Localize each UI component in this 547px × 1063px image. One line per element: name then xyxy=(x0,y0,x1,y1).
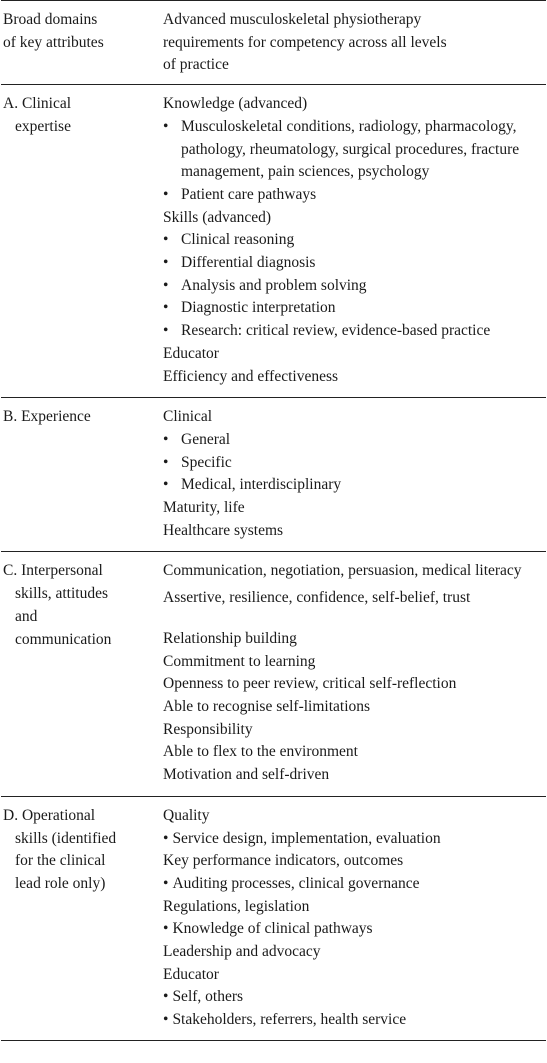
section-c-content xyxy=(163,560,546,786)
leadership-text: Leadership and advocacy xyxy=(163,943,321,961)
clinical-heading: Clinical xyxy=(163,408,213,426)
section-a-content xyxy=(163,93,546,388)
skills-heading: Skills (advanced) xyxy=(163,208,272,226)
header-col2-line: of practice xyxy=(163,56,229,74)
list-item xyxy=(163,452,544,475)
bullet-icon: • xyxy=(163,231,169,249)
section-title-line: C. Interpersonal xyxy=(3,562,103,580)
spacer xyxy=(163,610,544,628)
section-b-title xyxy=(1,406,163,542)
section-a-row xyxy=(1,85,546,397)
bullet-icon: • xyxy=(163,276,169,294)
bullet-icon: • xyxy=(163,874,169,892)
section-d-title xyxy=(1,805,163,1032)
bullet-icon: • xyxy=(163,185,169,203)
section-a-title xyxy=(1,93,163,388)
section-title-line: communication xyxy=(15,630,112,648)
header-col1 xyxy=(1,9,163,77)
competency-table xyxy=(1,0,546,1041)
list-item-text: Differential diagnosis xyxy=(181,254,316,272)
section-c-title xyxy=(1,560,163,786)
communication-text: Communication, negotiation, persuasion, medical literacy xyxy=(163,562,522,580)
list-item xyxy=(163,986,544,1009)
bullet-icon: • xyxy=(163,254,169,272)
header-col2-line: Advanced musculoskeletal physiotherapy xyxy=(163,11,422,28)
list-item xyxy=(163,1009,544,1032)
list-item: Responsibility xyxy=(163,720,253,738)
bullet-icon: • xyxy=(163,117,169,135)
header-col2-line: requirements for competency across all levels xyxy=(163,33,447,51)
list-item xyxy=(163,275,544,298)
section-title-line: A. Clinical xyxy=(3,95,72,113)
header-col1-line: of key attributes xyxy=(3,33,104,51)
quality-heading: Quality xyxy=(163,806,210,824)
list-item-text: Self, others xyxy=(172,988,244,1006)
bullet-icon: • xyxy=(163,322,169,340)
list-item xyxy=(163,429,544,452)
list-item-text: Stakeholders, referrers, health service xyxy=(172,1011,407,1029)
section-b-content xyxy=(163,406,546,542)
header-col2 xyxy=(163,9,546,77)
section-title-line: D. Operational xyxy=(3,806,96,824)
header-col1-line: Broad domains xyxy=(3,11,98,28)
list-item-text: General xyxy=(181,430,231,448)
section-d-content xyxy=(163,805,546,1032)
list-item xyxy=(163,320,544,343)
list-item-text: Specific xyxy=(181,453,232,471)
list-item xyxy=(163,297,544,320)
bullet-icon: • xyxy=(163,476,169,494)
list-item xyxy=(163,229,544,252)
list-item: Able to recognise self-limitations xyxy=(163,697,371,715)
list-item: Commitment to learning xyxy=(163,652,316,670)
list-item-text: Auditing processes, clinical governance xyxy=(172,874,420,892)
section-title-line: B. Experience xyxy=(3,408,91,426)
systems-text: Healthcare systems xyxy=(163,521,284,539)
list-item-text: Musculoskeletal conditions, radiology, pharmacology, pathology, rheumatology, surgical procedures, fracture management, pain sciences, psychology xyxy=(181,117,520,181)
section-c-row xyxy=(1,552,546,795)
section-d-row xyxy=(1,797,546,1040)
list-item-text: Knowledge of clinical pathways xyxy=(172,920,373,938)
knowledge-heading: Knowledge (advanced) xyxy=(163,95,308,113)
list-item xyxy=(163,116,544,184)
list-item: Relationship building xyxy=(163,629,297,647)
assertive-text: Assertive, resilience, confidence, self-belief, trust xyxy=(163,589,471,607)
kpi-text: Key performance indicators, outcomes xyxy=(163,852,404,870)
section-title-line: lead role only) xyxy=(15,874,106,892)
list-item xyxy=(163,873,544,896)
section-title-line: for the clinical xyxy=(15,852,106,870)
list-item-text: Service design, implementation, evaluation xyxy=(172,829,441,847)
table-header xyxy=(1,1,546,84)
list-item xyxy=(163,184,544,207)
bullet-icon: • xyxy=(163,920,169,938)
list-item xyxy=(163,828,544,851)
bullet-icon: • xyxy=(163,988,169,1006)
section-title-line: skills (identified xyxy=(15,829,117,847)
bullet-icon: • xyxy=(163,453,169,471)
bullet-icon: • xyxy=(163,1011,169,1029)
bullet-icon: • xyxy=(163,299,169,317)
educator-text: Educator xyxy=(163,965,219,983)
section-title-line: expertise xyxy=(15,117,71,135)
list-item-text: Diagnostic interpretation xyxy=(181,299,336,317)
list-item-text: Analysis and problem solving xyxy=(181,276,367,294)
list-item-text: Clinical reasoning xyxy=(181,231,295,249)
list-item: Openness to peer review, critical self-reflection xyxy=(163,675,457,693)
bullet-icon: • xyxy=(163,829,169,847)
list-item-text: Research: critical review, evidence-based practice xyxy=(181,322,491,340)
section-b-row xyxy=(1,398,546,551)
bottom-rule xyxy=(1,1040,546,1041)
regulations-text: Regulations, legislation xyxy=(163,897,310,915)
list-item-text: Medical, interdisciplinary xyxy=(181,476,342,494)
bullet-icon: • xyxy=(163,430,169,448)
list-item-text: Patient care pathways xyxy=(181,185,317,203)
section-title-line: skills, attitudes xyxy=(15,585,108,603)
list-item: Motivation and self-driven xyxy=(163,766,330,784)
list-item xyxy=(163,252,544,275)
list-item xyxy=(163,474,544,497)
list-item xyxy=(163,918,544,941)
maturity-text: Maturity, life xyxy=(163,499,245,517)
educator-text: Educator xyxy=(163,344,219,362)
list-item: Able to flex to the environment xyxy=(163,743,358,761)
section-title-line: and xyxy=(15,607,38,625)
efficiency-text: Efficiency and effectiveness xyxy=(163,367,339,385)
